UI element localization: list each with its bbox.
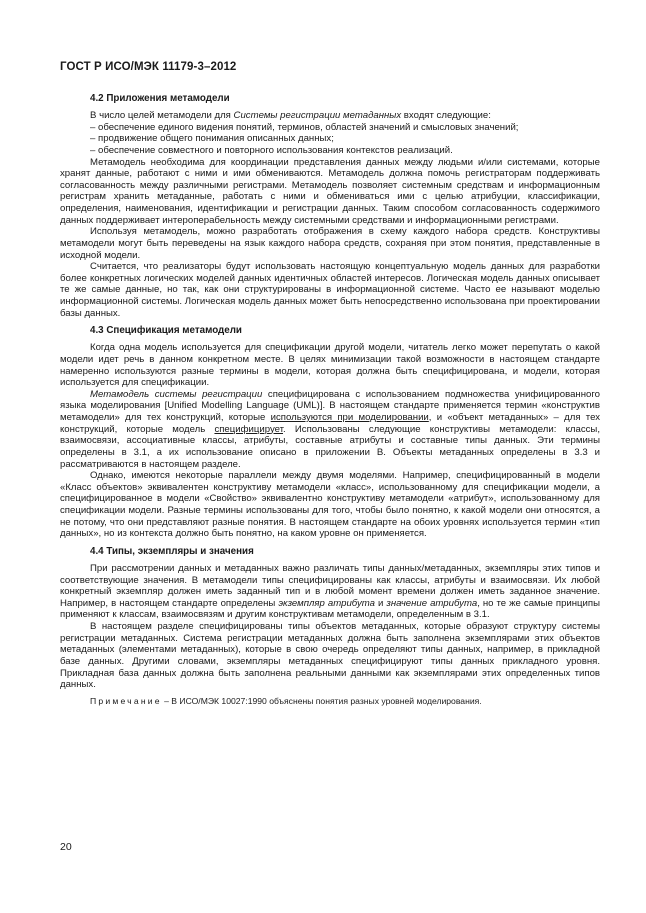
paragraph: Метамодель необходима для координации представления данных между людьми и/или системами, которые хранят данные, работают с ними и ими обмениваются. Метамодель должна помочь регистраторам поддерживать согласованность между различными регистрами. Метамодель позволяет системным средствам и информационным регистрам хранить метаданные, работать с ними и обмениваться ими с целью атрибуции, классификации, определения, наименования, идентификации и регистрации данных. Таким способом согласованность содержимого данных поддерживает интероперабельность между системными средствами и информационными регистрами. <box>60 156 600 226</box>
text-run: , но те же самые принципы применяют к классам, взаимосвязям и другим конструктивам метамодели, определенным в 3.1. <box>60 597 601 621</box>
paragraph <box>60 389 600 470</box>
section-4-2-intro <box>60 110 600 122</box>
section-4-4-heading: 4.4 Типы, экземпляры и значения <box>90 545 254 557</box>
paragraph <box>60 563 600 621</box>
section-4-2-heading: 4.2 Приложения метамодели <box>90 93 230 104</box>
list-item: – обеспечение единого видения понятий, терминов, областей значений и смысловых значений; <box>90 121 519 133</box>
note <box>60 696 600 707</box>
note-label: Примечание <box>90 695 162 706</box>
text-run: При рассмотрении данных и метаданных важно различать типы данных/метаданных, экземпляры этих типов и соответствующие значения. В метамодели типы специфицированы как классы, атрибуты и взаимосвязи. Их любой конкретный экземпляр должен иметь заданный тип и в любой момент времени должен иметь заданное значение. Например, в настоящем стандарте определены <box>60 562 600 609</box>
metamodel-emphasis: Метамодель системы регистрации <box>90 388 263 400</box>
paragraph: Однако, имеются некоторые параллели между двумя моделями. Например, специфицированный в модели «Класс объектов» эквивалентен конструктиву метамодели «класс», использованному для спецификации модели, а специфицированное в модели «Свойство» эквивалентно конструктиву метамодели «атрибут», использованному для спецификации модели. Разные термины использованы для того, чтобы было понятно, к какой модели они относятся, а не потому, что они представляют разные понятия. В настоящем стандарте на обоих уровнях используется термин «тип данных», но из контекста должно быть понятно, на каком уровне он применяется. <box>60 470 600 540</box>
page-number: 20 <box>60 841 72 853</box>
text-run: , и «объект метаданных» – для тех конструкций, которые модель <box>60 412 601 435</box>
term-emphasis: значение атрибута <box>386 597 478 609</box>
paragraph: Используя метамодель, можно разработать отображения в схему каждого набора средств. Конструктивы метамодели могут быть переведены на язык каждого набора средств, сохраняя при этом понятия, представленные в исходной модели. <box>60 226 600 261</box>
intro-text-b: входят следующие: <box>401 110 491 121</box>
list-item: – обеспечение совместного и повторного использования контекстов реализаций. <box>90 144 453 156</box>
text-run: специфицирована с использованием подмножества унифицированного языка моделирования [Unified Modelling Language (UML)]. В настоящем стандарте применяется термин «конструктив метамодели» для тех конструкций, которые <box>60 388 600 423</box>
paragraph: Когда одна модель используется для спецификации другой модели, читатель легко может перепутать о какой модели идет речь в данном конкретном месте. В целях минимизации такой возможности в настоящем стандарте намеренно используются разные термины в модели, которая должна быть специфицирована, и модели, которая используется для спецификации. <box>60 342 600 389</box>
page-content <box>60 93 600 707</box>
paragraph: Считается, что реализаторы будут использовать настоящую концептуальную модель данных для разработки более конкретных логических моделей данных идентичных областей интересов. Логическая модель данных описывает те же самые данные, но так, как они структурированы в информационной системе. Часто ее называют моделью информационной системы. Логическая модель данных может быть непосредственно использована при проектировании базы данных. <box>60 261 600 319</box>
intro-text-a: В число целей метамодели для <box>90 110 234 121</box>
text-run: . Использованы следующие конструктивы метамодели: классы, взаимосвязи, ассоциативные классы, атрибуты, составные атрибуты и составные типы данных. Эти термины определены в 3.1, а их использование описано в приложении В. Объекты метаданных определены в 3.3 и рассматриваются в настоящем разделе. <box>60 423 600 470</box>
intro-emphasis: Системы регистрации метаданных <box>233 110 402 121</box>
underlined-term: специфицирует <box>214 423 283 435</box>
list-item: – продвижение общего понимания описанных данных; <box>90 133 334 145</box>
running-header: ГОСТ Р ИСО/МЭК 11179-3–2012 <box>60 61 237 73</box>
note-text: – В ИСО/МЭК 10027:1990 объяснены понятия разных уровней моделирования. <box>161 695 482 706</box>
term-emphasis: экземпляр атрибута <box>278 597 375 609</box>
underlined-term: используются при моделировании <box>270 412 429 423</box>
section-4-3-heading: 4.3 Спецификация метамодели <box>90 325 242 337</box>
text-run: и <box>375 597 387 609</box>
paragraph: В настоящем разделе специфицированы типы объектов метаданных, которые образуют структуру системы регистрации метаданных. Система регистрации метаданных должна быть заполнена экземплярами этих объектов метаданных (элементами метаданных), которые в свою очередь определяют типы данных, например, в прикладной базе данных. Другими словами, экземпляры метаданных специфицируют типы данных прикладного уровня. Прикладная база данных должна быть заполнена реальными данными как экземплярами этих определенных типов данных. <box>60 621 600 691</box>
